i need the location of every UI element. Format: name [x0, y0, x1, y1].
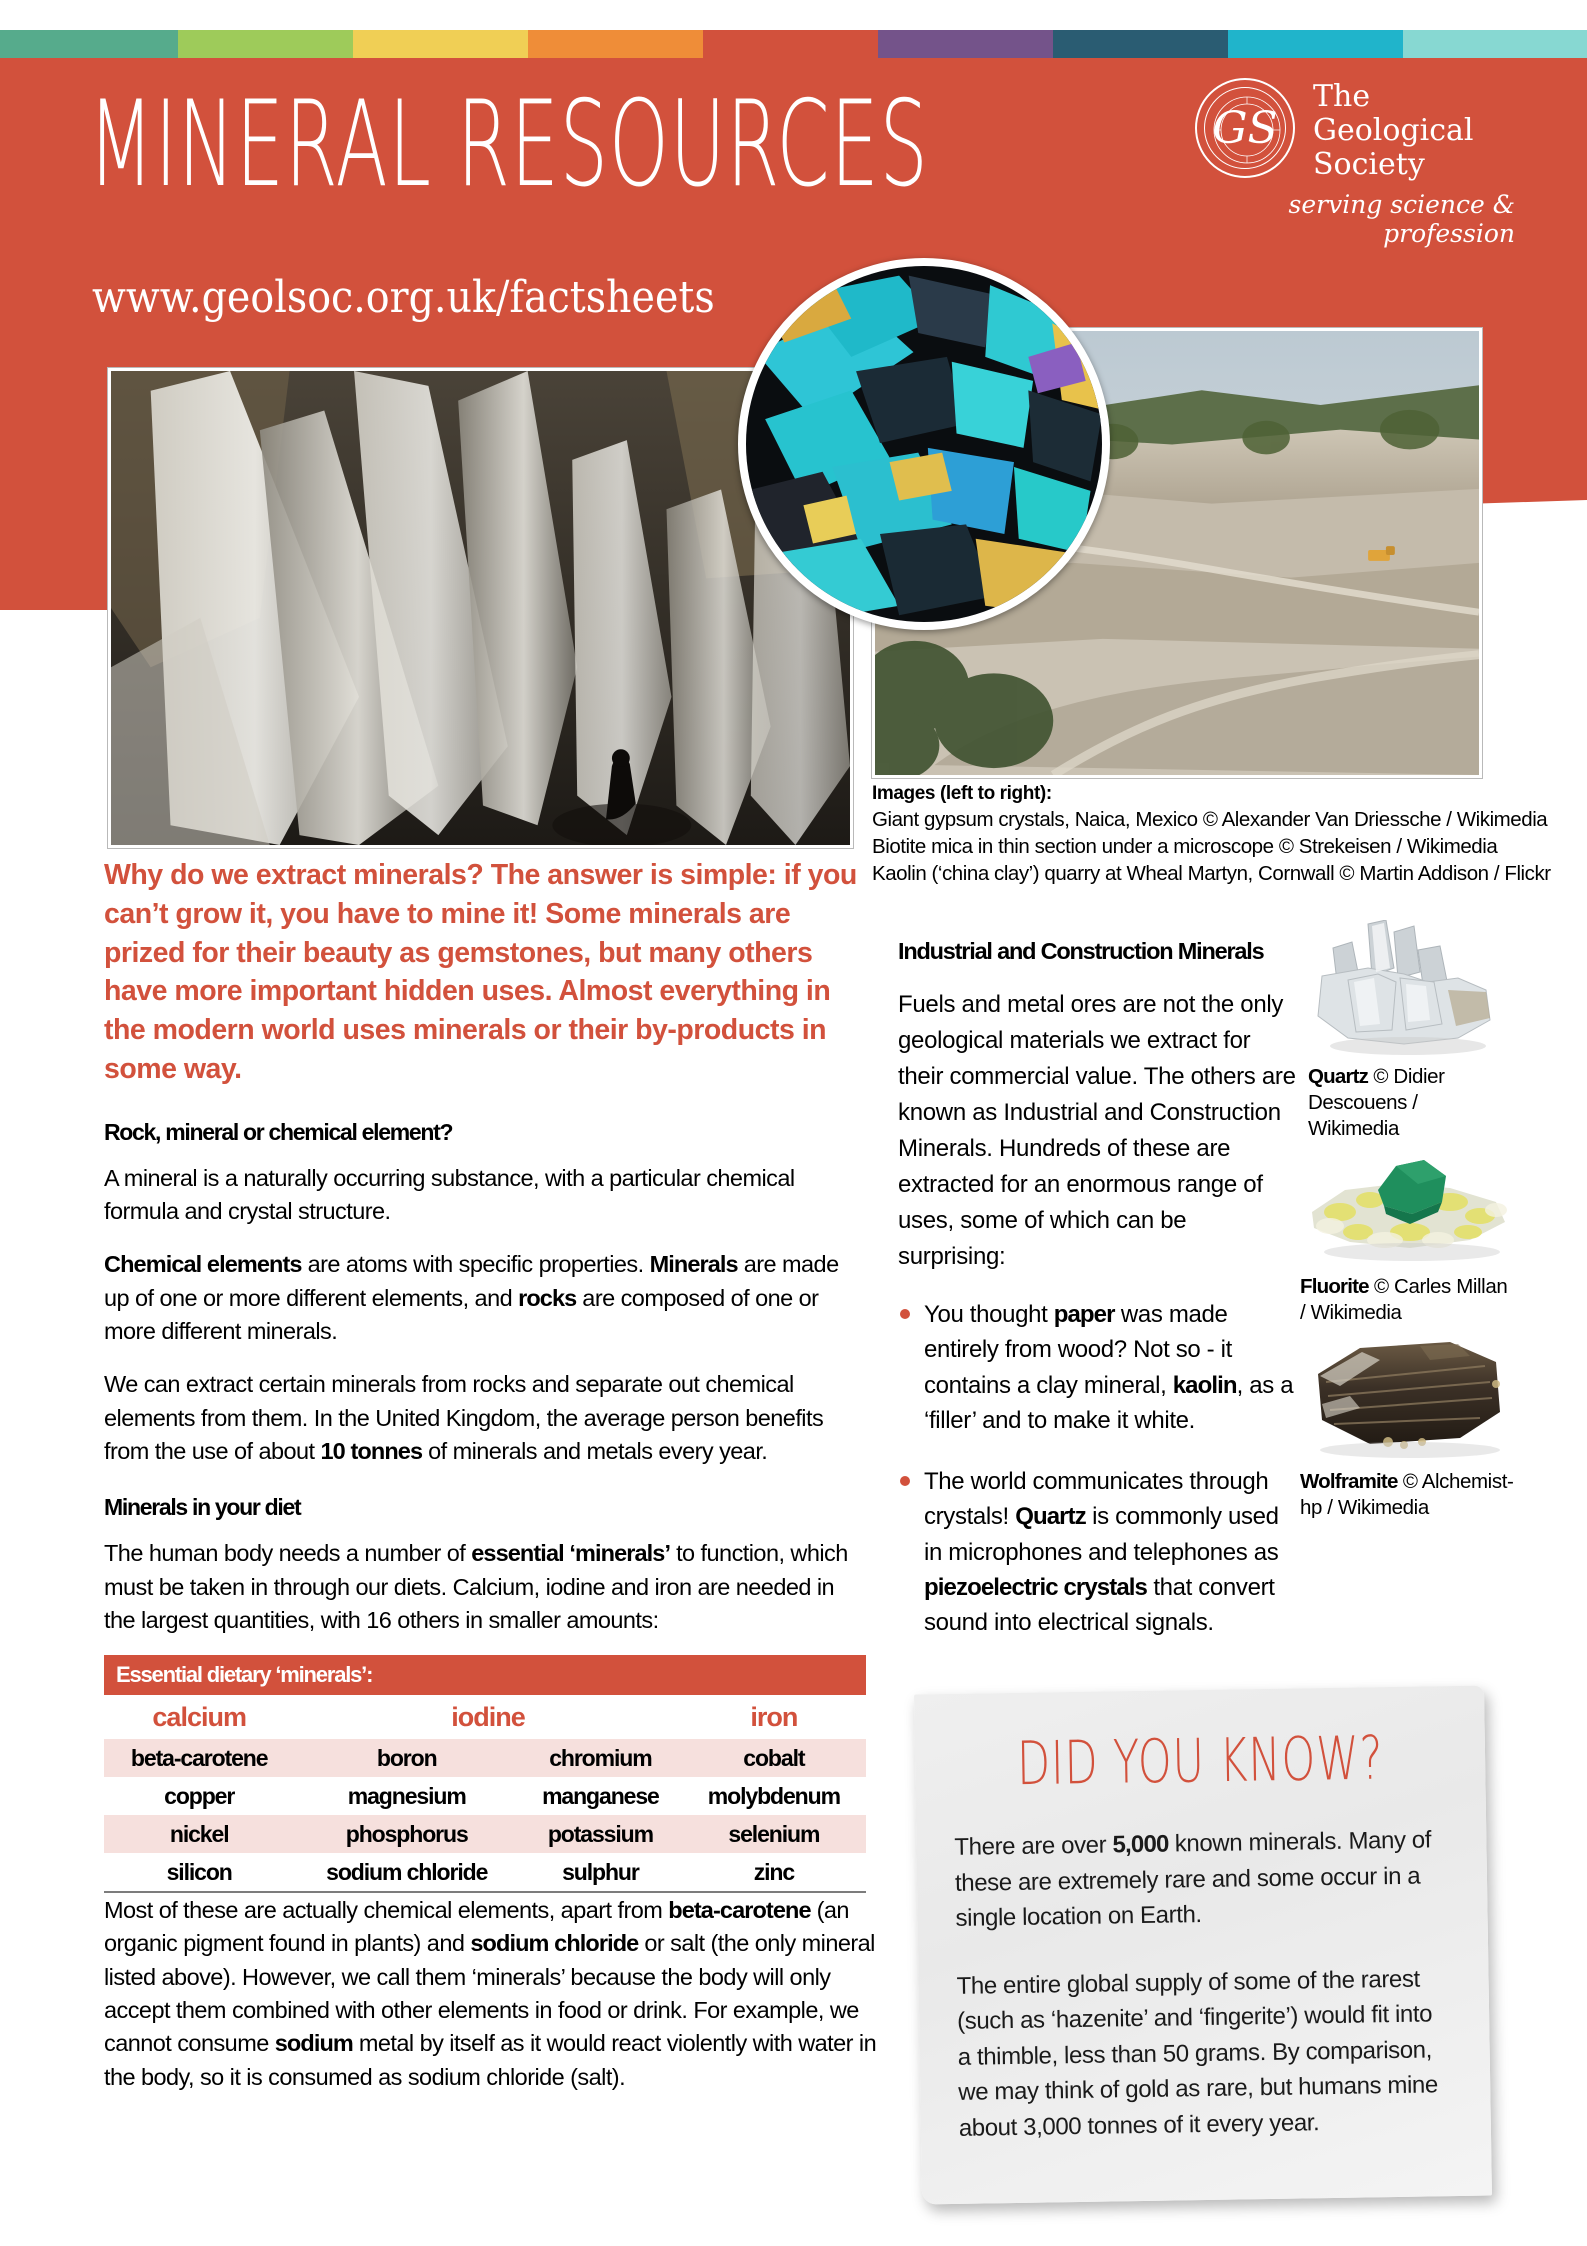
- top-color-strip: [0, 30, 1587, 58]
- specimen-quartz-credit: © Didier Descouens / Wikimedia: [1308, 1065, 1445, 1141]
- mineral-cell: potassium: [519, 1815, 682, 1853]
- essential-dietary-minerals-table: [104, 1655, 866, 1893]
- paragraph-industrial-intro: Fuels and metal ores are not the only geological materials we extract for their commercial value. The others are known as Industrial and Construction Minerals. Hundreds of these are extracted for an enormous range of uses, some of which can be surprising:: [898, 991, 1296, 1270]
- images-caption-lines: [872, 806, 1572, 887]
- mineral-cell: chromium: [519, 1739, 682, 1777]
- value-5000-minerals: 5,000: [1112, 1830, 1169, 1859]
- paragraph-most-are-elements: [104, 1894, 879, 2094]
- specimen-quartz: [1308, 920, 1503, 1143]
- term-beta-carotene: beta-carotene: [668, 1897, 811, 1923]
- mineral-cell: molybdenum: [707, 1783, 840, 1809]
- specimen-fluorite: [1300, 1140, 1515, 1326]
- table-row: [104, 1777, 866, 1815]
- mineral-cell: selenium: [682, 1815, 866, 1853]
- mineral-cell: cobalt: [682, 1739, 866, 1777]
- logo-line-3: Society: [1313, 146, 1425, 182]
- major-mineral-2: iodine: [451, 1702, 525, 1732]
- specimen-wolframite-name: Wolframite: [1300, 1470, 1398, 1493]
- society-seal-icon: [1195, 78, 1295, 178]
- post-table-paragraph-block: [104, 1894, 879, 2114]
- table-row: [104, 1815, 866, 1853]
- color-strip-segment-5: [703, 30, 878, 58]
- bullet2-e: that convert sound into electrical signals.: [924, 1573, 1275, 1637]
- specimen-fluorite-credit: © Carles Millan / Wikimedia: [1300, 1275, 1508, 1325]
- images-caption-line-2: Biotite mica in thin section under a microscope © Strekeisen / Wikimedia: [872, 835, 1498, 859]
- did-you-know-paragraph-2: The entire global supply of some of the rarest (such as ‘hazenite’ and ‘fingerite’) would fit into a thimble, less than 50 grams. By comparison, we may think of gold as rare, but humans mine about 3,000 tonnes of it every year.: [956, 1965, 1439, 2142]
- mineral-cell: silicon: [104, 1853, 294, 1892]
- mineral-cell: copper: [164, 1783, 235, 1809]
- color-strip-segment-3: [353, 30, 528, 58]
- term-paper: paper: [1053, 1301, 1115, 1328]
- mineral-cell: manganese: [542, 1783, 659, 1809]
- table-header-row: [104, 1655, 866, 1695]
- photo-biotite-thin-section: [738, 258, 1110, 630]
- dyk1-a: There are over: [954, 1831, 1113, 1861]
- color-strip-segment-2: [178, 30, 353, 58]
- fluorite-crystal-illustration: [1300, 1140, 1515, 1270]
- quartz-crystal-illustration: [1308, 920, 1503, 1060]
- specimen-wolframite: [1300, 1330, 1515, 1521]
- term-rocks: rocks: [518, 1284, 577, 1311]
- list-item: [898, 1464, 1296, 1640]
- para5-c: (an organic pigment found in plants) and: [104, 1897, 849, 1957]
- table-header-label: Essential dietary ‘minerals’:: [104, 1655, 866, 1695]
- value-ten-tonnes: 10 tonnes: [320, 1438, 423, 1465]
- logo-line-1: The: [1313, 79, 1371, 114]
- color-strip-segment-6: [878, 30, 1053, 58]
- color-strip-segment-8: [1228, 30, 1403, 58]
- para3-a: We can extract certain minerals from rocks and separate out chemical elements from them. In the United Kingdom, the average person benefits from the use of about: [104, 1371, 824, 1465]
- heading-minerals-in-your-diet: Minerals in your diet: [104, 1494, 301, 1521]
- logo-wordmark: [1313, 80, 1474, 182]
- did-you-know-title: DID YOU KNOW?: [1016, 1723, 1384, 1799]
- specimen-fluorite-name: Fluorite: [1300, 1275, 1369, 1298]
- para2-f: are composed of one or more different minerals.: [104, 1284, 819, 1344]
- table-row: [104, 1739, 866, 1777]
- major-mineral-1: calcium: [152, 1702, 246, 1732]
- images-caption-line-3: Kaolin (‘china clay’) quarry at Wheal Martyn, Cornwall © Martin Addison / Flickr: [872, 862, 1551, 886]
- term-sodium-chloride: sodium chloride: [470, 1930, 639, 1957]
- mineral-cell: zinc: [682, 1853, 866, 1892]
- list-item: [898, 1297, 1296, 1438]
- specimen-wolframite-caption: [1300, 1469, 1515, 1521]
- heading-rock-mineral-element: Rock, mineral or chemical element?: [104, 1118, 453, 1145]
- term-minerals: Minerals: [649, 1251, 738, 1278]
- term-chemical-elements: Chemical elements: [104, 1251, 302, 1278]
- intro-paragraph: Why do we extract minerals? The answer is simple: if you can’t grow it, you have to mine it! Some minerals are prized for their beauty as gemstones, but many others have more important hidden uses. Almost everything in the modern world uses minerals or their by-products in some way.: [104, 859, 857, 1085]
- logo-tagline: serving science & profession: [1288, 190, 1515, 248]
- term-essential-minerals: essential ‘minerals’: [471, 1540, 671, 1567]
- table-major-minerals-row: [104, 1695, 866, 1739]
- term-quartz: Quartz: [1015, 1503, 1086, 1531]
- left-content-column: [104, 856, 866, 1657]
- mineral-cell: phosphorus: [294, 1815, 519, 1853]
- page-title: MINERAL RESOURCES: [88, 74, 929, 213]
- bullet2-a: The world communicates through crystals!: [924, 1468, 1269, 1531]
- para5-e: or salt (the only mineral listed above). However, we call them ‘minerals’ because the body will only accept them combined with other elements in food or drink. For example, we cannot consume: [104, 1930, 875, 2057]
- para4-c: to function, which must be taken in through our diets. Calcium, iodine and iron are needed in the largest quantities, with 16 others in smaller amounts:: [104, 1540, 848, 1634]
- paragraph-chemical-elements: [104, 1248, 866, 1348]
- mineral-cell: sulphur: [519, 1853, 682, 1892]
- mineral-cell: sodium chloride: [294, 1853, 519, 1892]
- bullet1-e: , as a ‘filler’ and to make it white.: [924, 1371, 1294, 1434]
- mineral-cell: boron: [294, 1739, 519, 1777]
- color-strip-segment-9: [1403, 30, 1587, 58]
- did-you-know-box: [914, 1686, 1492, 2205]
- biotite-microscope-illustration: [746, 266, 1102, 622]
- bullet1-a: You thought: [924, 1301, 1054, 1328]
- para5-g: metal by itself as it would react violently with water in the body, so it is consumed as sodium chloride (salt).: [104, 2030, 877, 2090]
- paragraph-mineral-definition: A mineral is a naturally occurring substance, with a particular chemical formula and crystal structure.: [104, 1164, 795, 1224]
- bullet2-c: is commonly used in microphones and telephones as: [924, 1503, 1279, 1566]
- specimen-quartz-caption: [1308, 1064, 1503, 1143]
- term-sodium: sodium: [274, 2030, 353, 2057]
- specimen-quartz-name: Quartz: [1308, 1065, 1369, 1088]
- mineral-cell: nickel: [104, 1815, 294, 1853]
- para2-b: are atoms with specific properties.: [301, 1251, 650, 1278]
- mineral-cell: beta-carotene: [104, 1739, 294, 1777]
- mineral-cell: magnesium: [347, 1783, 466, 1809]
- para3-c: of minerals and metals every year.: [422, 1438, 768, 1465]
- images-caption-line-1: Giant gypsum crystals, Naica, Mexico © Alexander Van Driessche / Wikimedia: [872, 808, 1548, 831]
- term-kaolin: kaolin: [1172, 1371, 1237, 1399]
- color-strip-segment-1: [0, 30, 178, 58]
- heading-industrial-construction-minerals: Industrial and Construction Minerals: [898, 938, 1264, 964]
- dyk1-c: known minerals. Many of these are extremely rare and some occur in a single location on Earth.: [954, 1826, 1432, 1932]
- major-mineral-3: iron: [750, 1702, 798, 1732]
- paragraph-essential-minerals: [104, 1537, 866, 1637]
- specimen-fluorite-caption: [1300, 1274, 1515, 1326]
- industrial-minerals-bullet-list: [898, 1297, 1296, 1640]
- color-strip-segment-4: [528, 30, 703, 58]
- right-content-column: [898, 938, 1296, 1666]
- seal-monogram: GS: [1212, 102, 1278, 154]
- logo-line-2: Geological: [1313, 112, 1474, 148]
- geological-society-logo: [1195, 78, 1515, 248]
- term-piezoelectric-crystals: piezoelectric crystals: [924, 1573, 1148, 1601]
- wolframite-crystal-illustration: [1300, 1330, 1515, 1465]
- did-you-know-paragraph-1: [916, 1822, 1488, 1937]
- color-strip-segment-7: [1053, 30, 1228, 58]
- factsheet-url[interactable]: www.geolsoc.org.uk/factsheets: [92, 272, 715, 323]
- paragraph-ten-tonnes: [104, 1368, 866, 1468]
- images-caption-heading: Images (left to right):: [872, 783, 1052, 804]
- bullet1-c: was made entirely from wood? Not so - it contains a clay mineral,: [924, 1301, 1232, 1399]
- para4-a: The human body needs a number of: [104, 1540, 472, 1567]
- para5-a: Most of these are actually chemical elements, apart from: [104, 1897, 669, 1923]
- para2-d: are made up of one or more different elements, and: [104, 1251, 839, 1311]
- specimen-wolframite-credit: © Alchemist-hp / Wikimedia: [1300, 1470, 1514, 1520]
- table-row: [104, 1853, 866, 1892]
